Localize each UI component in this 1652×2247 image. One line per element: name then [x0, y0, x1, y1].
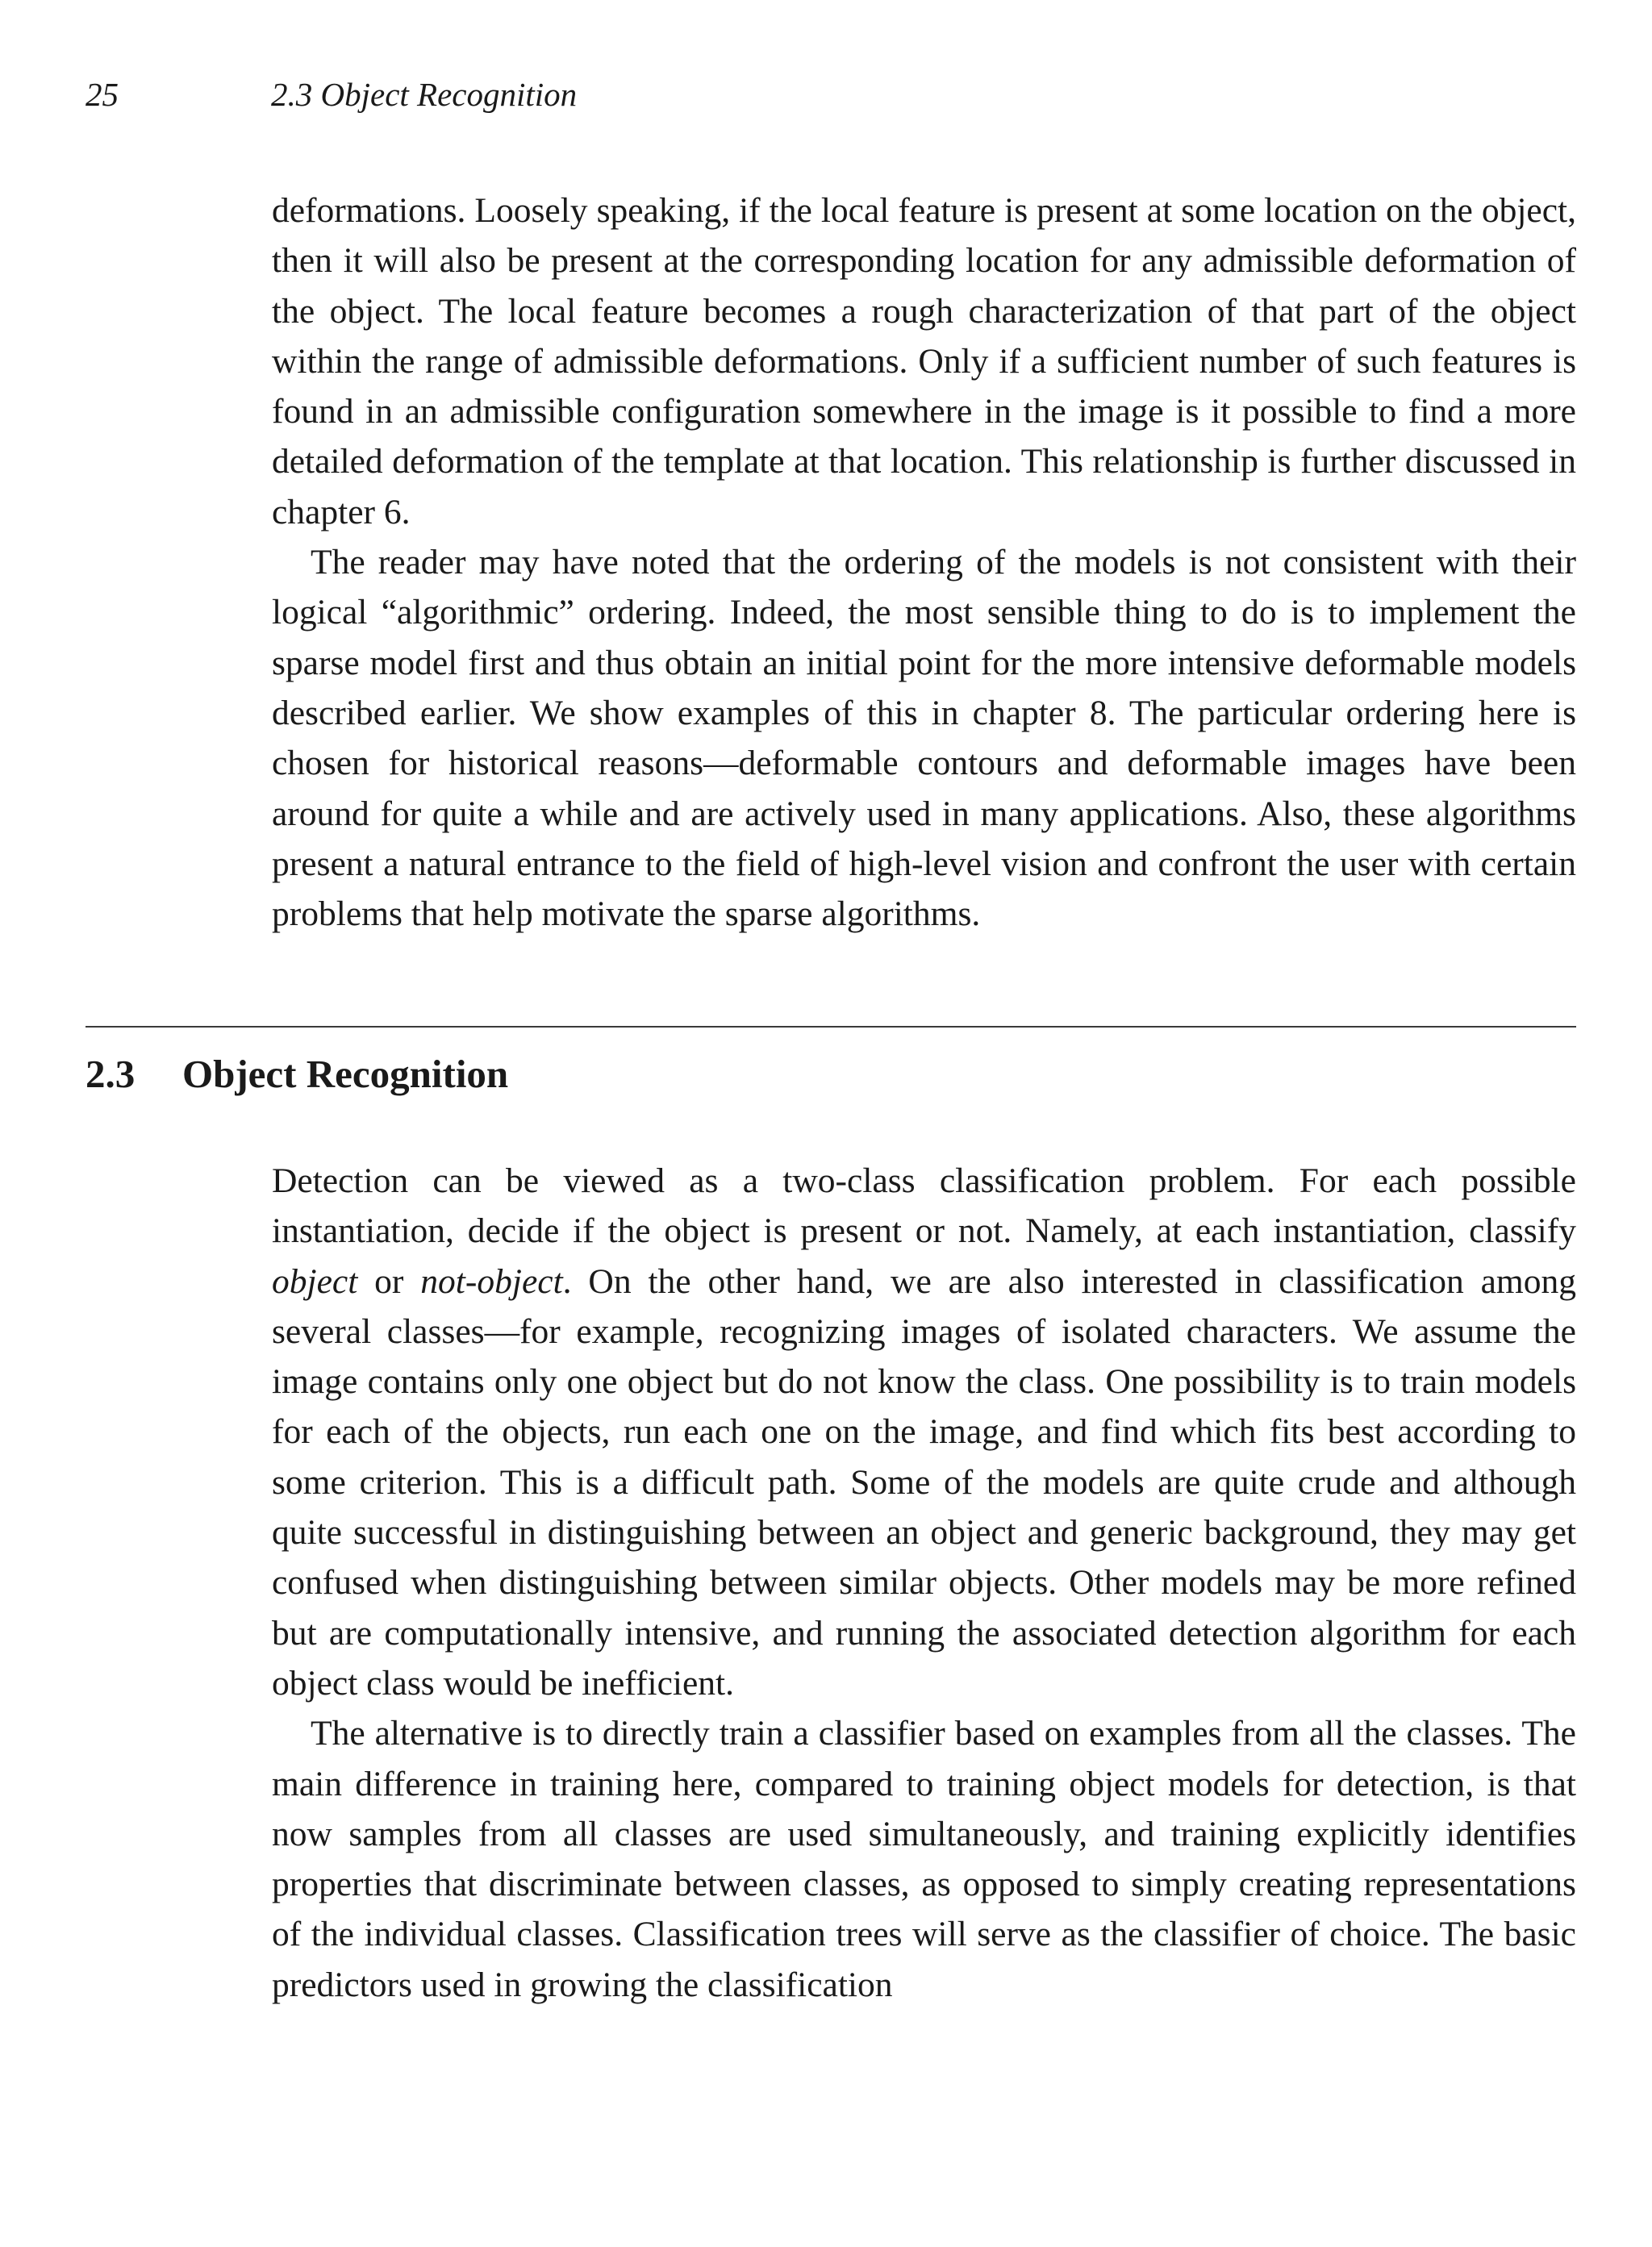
body-text-top	[272, 186, 1576, 939]
paragraph-deformations: deformations. Loosely speaking, if the local feature is present at some location on the object, then it will also be present at the corresponding location for any admissible deformation of the object. The local feature becomes a rough characterization of that part of the object within the range of admissible deformations. Only if a sufficient number of such features is found in an admissible configuration somewhere in the image is it possible to find a more detailed deformation of the template at that location. This relationship is further discussed in chapter 6.	[272, 191, 1576, 532]
term-object: object	[272, 1261, 358, 1301]
detection-text-rest: . On the other hand, we are also interested in classification among several classes—for example, recognizing images of isolated characters. We assume the image contains only one object but do not know the class. One possibility is to train models for each of the objects, run each one on the image, and find which fits best according to some criterion. This is a difficult path. Some of the models are quite crude and although quite successful in distinguishing between an object and generic background, they may get confused when distinguishing between similar objects. Other models may be more refined but are computationally intensive, and running the associated detection algorithm for each object class would be inefficient.	[272, 1261, 1576, 1703]
page-number: 25	[86, 76, 119, 113]
section-divider	[86, 1026, 1576, 1028]
section-number: 2.3	[86, 1052, 136, 1096]
running-head	[0, 74, 1652, 115]
section-title: Object Recognition	[182, 1052, 509, 1096]
paragraph-model-ordering: The reader may have noted that the ordering of the models is not consistent with their logical “algorithmic” ordering. Indeed, the most sensible thing to do is to implement the sparse model first and thus obtain an initial point for the more intensive deformable models described earlier. We show examples of this in chapter 8. The particular ordering here is chosen for historical reasons—deformable contours and deformable images have been around for quite a while and are actively used in many applications. Also, these algorithms present a natural entrance to the field of high-level vision and confront the user with certain problems that help motivate the sparse algorithms.	[272, 543, 1576, 934]
paragraph-alternative: The alternative is to directly train a classifier based on examples from all the classes. The main difference in training here, compared to training object models for detection, is that now samples from all classes are used simultaneously, and training explicitly identifies properties that discriminate between classes, as opposed to simply creating representations of the individual classes. Classification trees will serve as the classifier of choice. The basic predictors used in growing the classification	[272, 1714, 1576, 2004]
section-heading	[86, 1048, 508, 1100]
body-text-section	[272, 1156, 1576, 2010]
term-not-object: not-object	[420, 1261, 563, 1301]
detection-text-start: Detection can be viewed as a two-class classification problem. For each possible instantiation, decide if the object is present or not. Namely, at each instantiation, classify	[272, 1161, 1576, 1251]
running-title: 2.3 Object Recognition	[271, 76, 578, 113]
paragraph-detection	[272, 1156, 1576, 1708]
detection-text-or: or	[357, 1261, 421, 1301]
